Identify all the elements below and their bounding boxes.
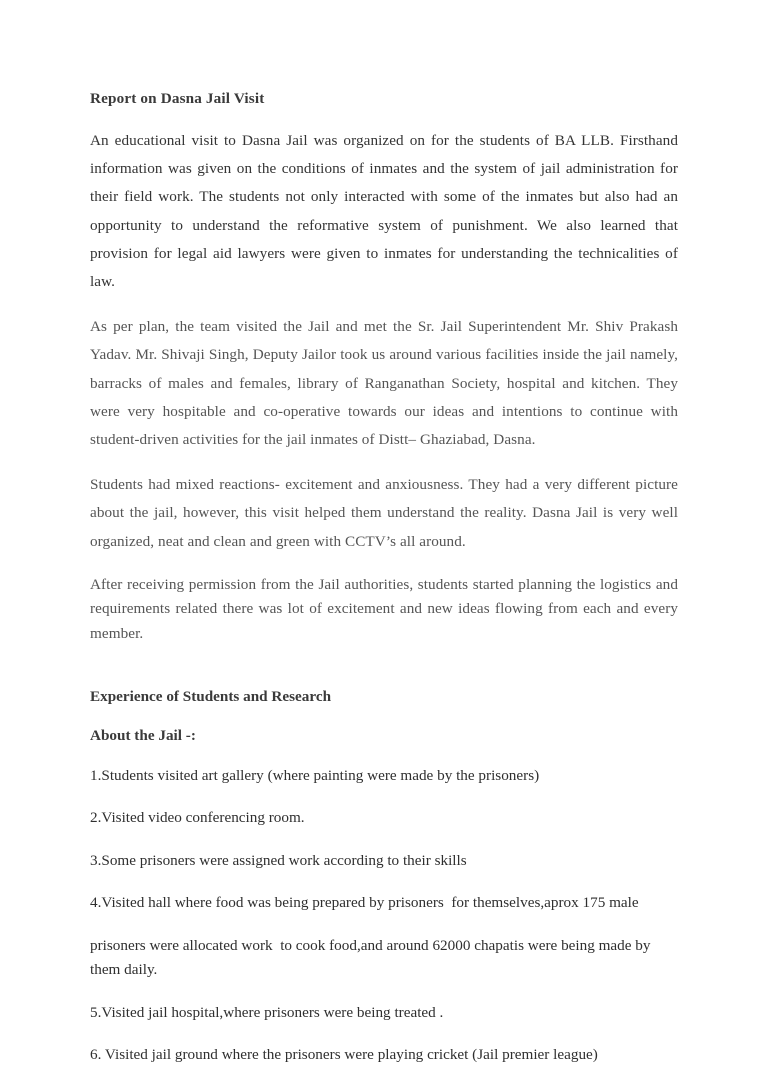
list-item: prisoners were allocated work to cook food,and around 62000 chapatis were being made by them daily. [90, 936, 655, 979]
list-item: 3.Some prisoners were assigned work according to their skills [90, 851, 467, 869]
paragraph-student-reactions: Students had mixed reactions- excitement and anxiousness. They had a very different picture about the jail, however, this visit helped them understand the reality. Dasna Jail is very well organized, neat and clean and green with CCTV’s all around. [90, 476, 678, 550]
list-item: 1.Students visited art gallery (where painting were made by the prisoners) [90, 767, 540, 785]
section-heading-experience: Experience of Students and Research [90, 688, 332, 706]
page-title: Report on Dasna Jail Visit [90, 90, 265, 107]
paragraph-visit-plan: As per plan, the team visited the Jail and met the Sr. Jail Superintendent Mr. Shiv Prakash Yadav. Mr. Shivaji Singh, Deputy Jailor took us around various facilities inside the jail namely, barracks of males and females, library of Ranganathan Society, hospital and kitchen. They were very hospitable and co-operative towards our ideas and intentions to continue with student-driven activities for the jail inmates of Distt– Ghaziabad, Dasna. [90, 318, 678, 449]
paragraph-intro: An educational visit to Dasna Jail was organized on for the students of BA LLB. Firsthand information was given on the conditions of inmates and the system of jail administration for their field work. The students not only interacted with some of the inmates but also had an opportunity to understand the reformative system of punishment. We also learned that provision for legal aid lawyers were given to inmates for understanding the technicalities of law. [90, 132, 678, 291]
paragraph-permission-logistics: After receiving permission from the Jail authorities, students started planning the logistics and requirements related there was lot of excitement and new ideas flowing from each and every member. [90, 575, 678, 642]
list-item: 5.Visited jail hospital,where prisoners were being treated . [90, 1003, 444, 1021]
list-item: 2.Visited video conferencing room. [90, 809, 305, 827]
subheading-about-jail: About the Jail -: [90, 727, 196, 745]
list-item: 6. Visited jail ground where the prisoners were playing cricket (Jail premier league) [90, 1045, 598, 1063]
list-item: 4.Visited hall where food was being prepared by prisoners for themselves,aprox 175 male [90, 894, 639, 912]
